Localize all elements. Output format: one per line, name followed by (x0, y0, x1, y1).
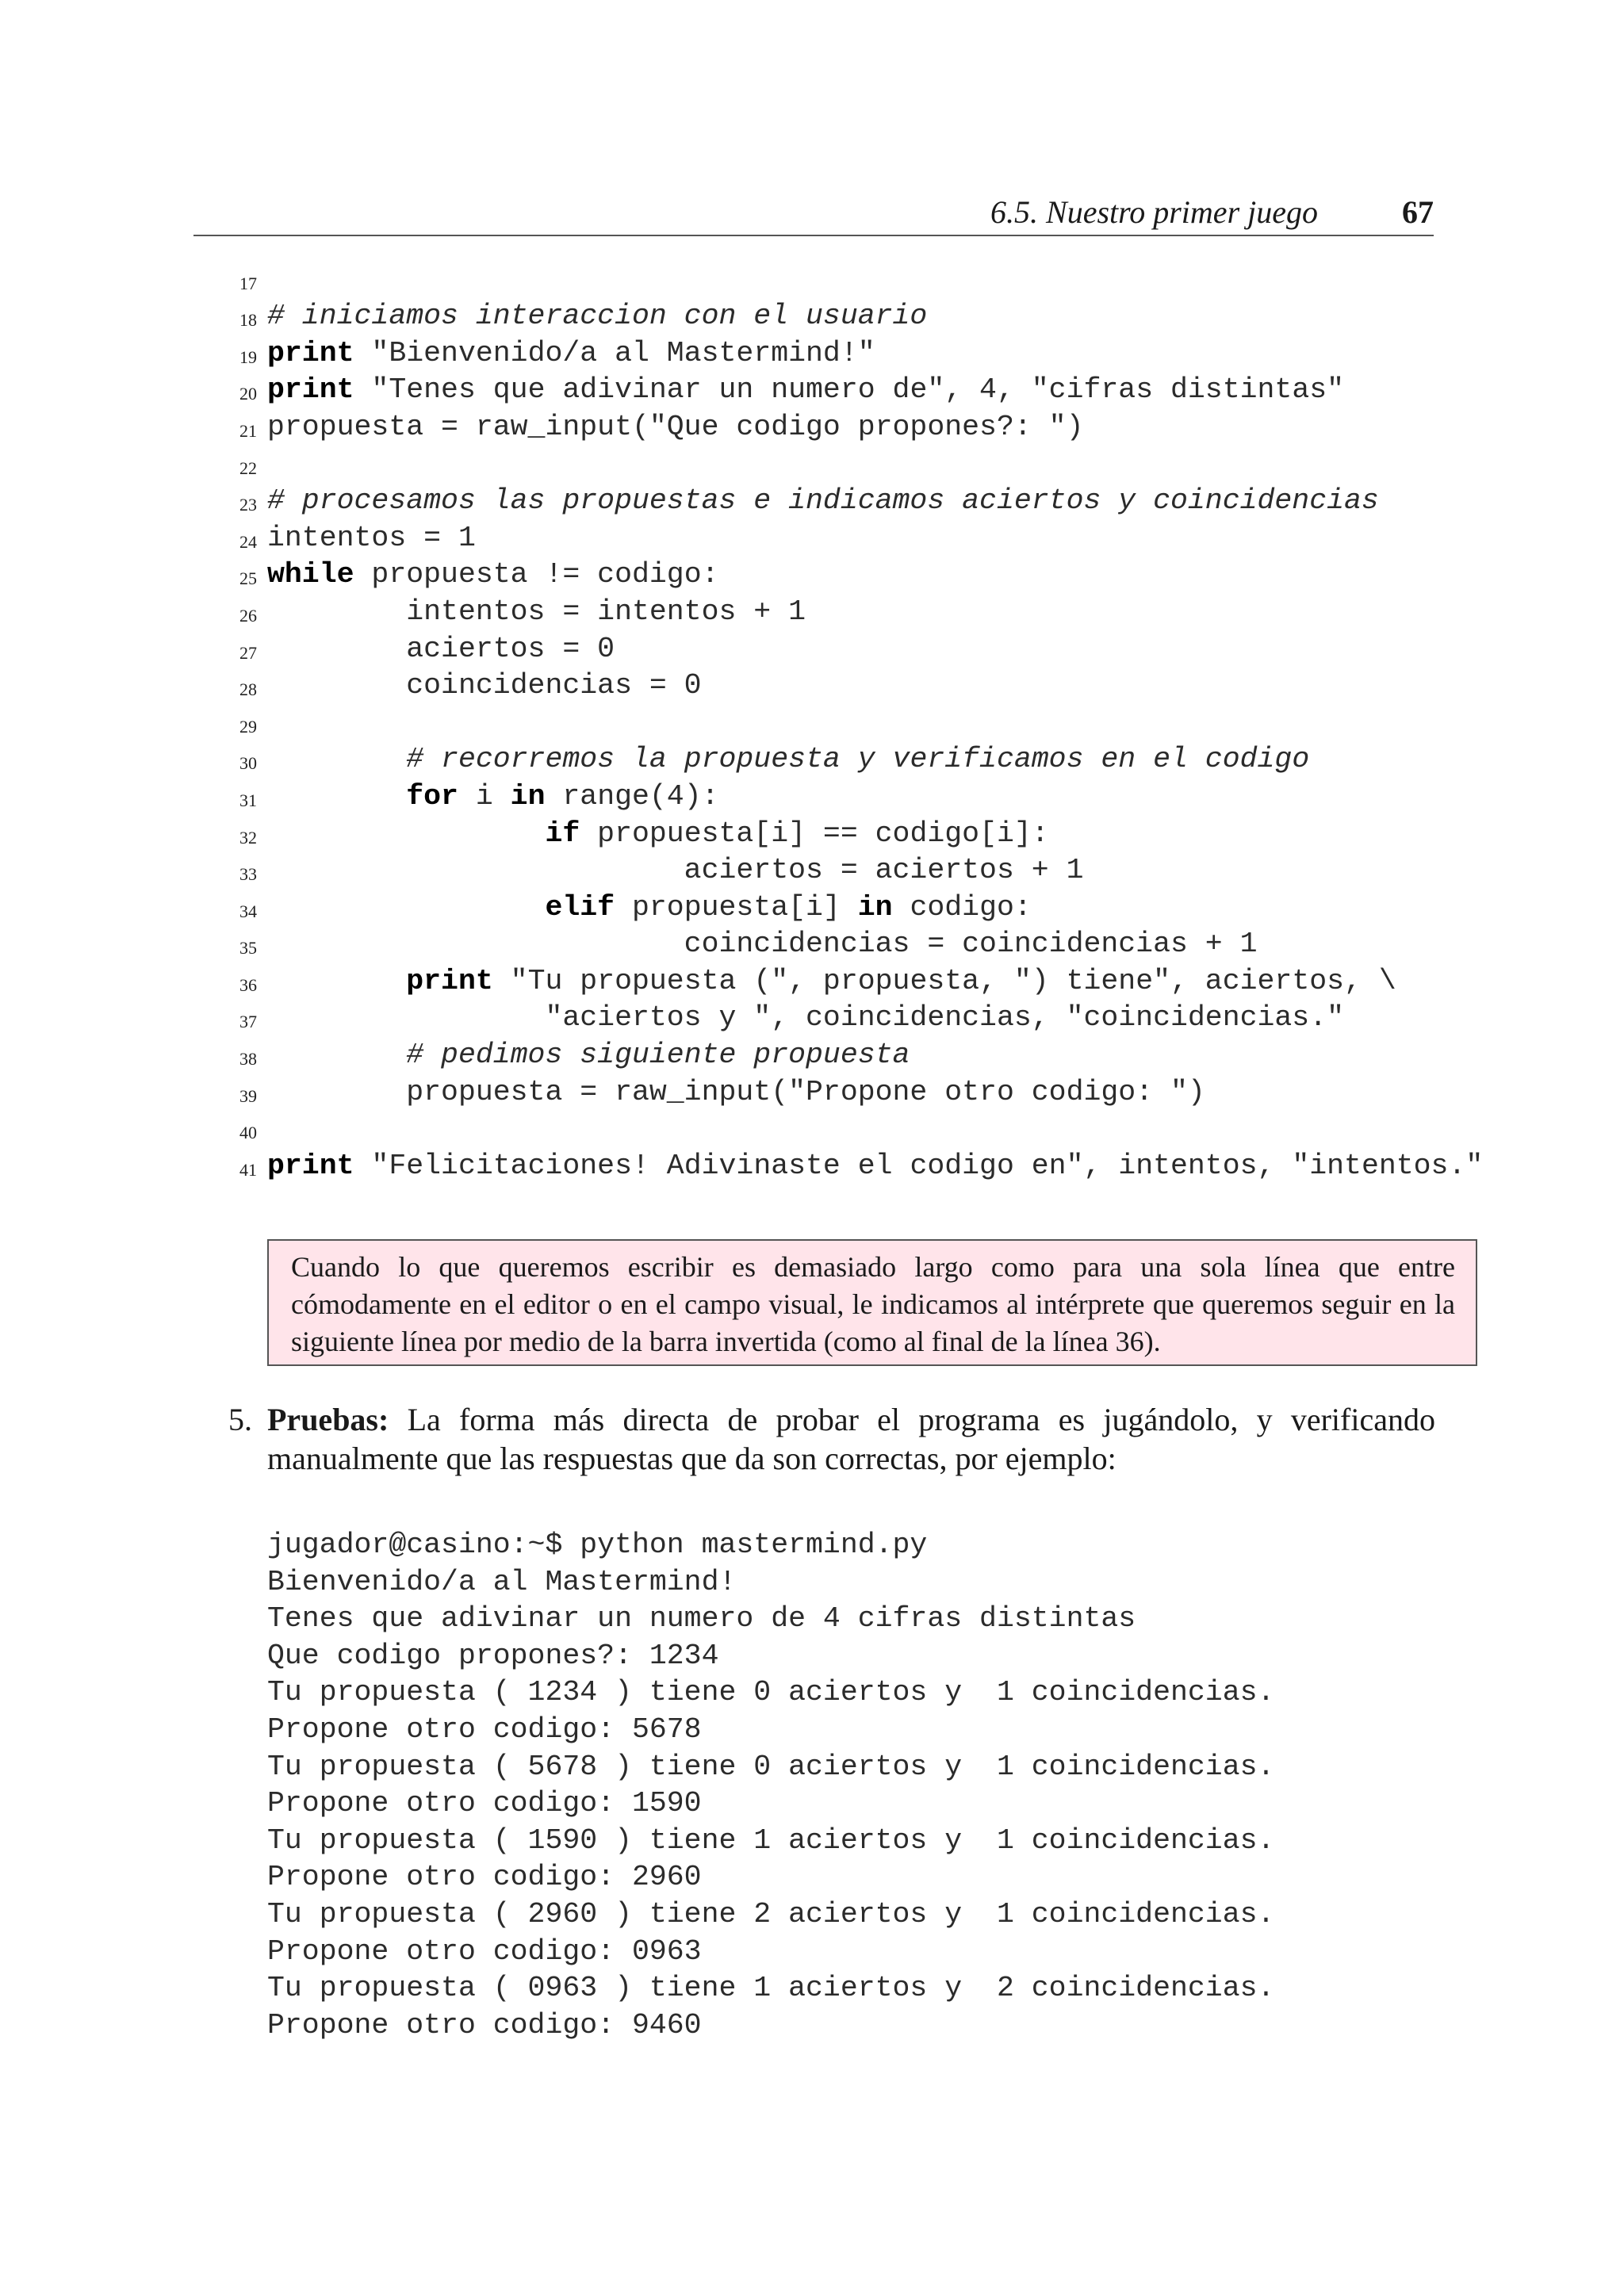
line-number: 32 (239, 827, 257, 848)
code-line (0, 1039, 1624, 1076)
terminal-line: Tu propuesta ( 5678 ) tiene 0 aciertos y 1 coincidencias. (267, 1750, 1275, 1783)
code-text (267, 1077, 1205, 1108)
code-segment: codigo: (892, 890, 1032, 924)
code-line (0, 300, 1624, 338)
code-line (0, 522, 1624, 559)
code-segment: "Tu propuesta (", propuesta, ") tiene", aciertos, \ (492, 964, 1396, 997)
line-number: 33 (239, 864, 257, 885)
code-segment: intentos = intentos + 1 (267, 595, 806, 628)
terminal-line: Tu propuesta ( 0963 ) tiene 1 aciertos y 2 coincidencias. (267, 1972, 1275, 2005)
code-line (0, 1113, 1624, 1150)
code-keyword: if (545, 817, 580, 850)
code-keyword: print (267, 373, 354, 407)
code-text (267, 892, 1032, 924)
line-number: 23 (239, 495, 257, 515)
code-line (0, 263, 1624, 300)
code-line (0, 411, 1624, 448)
code-line (0, 744, 1624, 781)
line-number: 21 (239, 420, 257, 441)
code-segment: range(4): (545, 779, 719, 813)
code-segment (267, 780, 406, 813)
code-segment (267, 743, 406, 775)
code-text (267, 559, 719, 591)
terminal-line: Bienvenido/a al Mastermind! (267, 1565, 737, 1598)
line-number: 40 (239, 1123, 257, 1143)
code-line (0, 817, 1624, 855)
code-line (0, 485, 1624, 522)
code-segment: propuesta[i] (615, 890, 858, 924)
code-keyword: in (857, 890, 893, 924)
line-number: 19 (239, 346, 257, 367)
line-number: 31 (239, 790, 257, 810)
line-number: 26 (239, 605, 257, 626)
code-line (0, 595, 1624, 633)
code-segment: propuesta[i] == codigo[i]: (580, 817, 1049, 850)
list-item-label: Pruebas: (267, 1402, 389, 1437)
line-number: 29 (239, 716, 257, 737)
code-text (267, 966, 1396, 997)
list-item-number: 5. (228, 1402, 252, 1437)
code-segment (267, 891, 545, 924)
code-segment: coincidencias = coincidencias + 1 (267, 928, 1258, 961)
code-line (0, 374, 1624, 411)
terminal-line: Propone otro codigo: 9460 (267, 2008, 702, 2042)
line-number: 39 (239, 1085, 257, 1106)
line-number: 37 (239, 1012, 257, 1032)
code-comment: # procesamos las propuestas e indicamos aciertos y coincidencias (267, 484, 1379, 518)
code-keyword: in (510, 779, 546, 813)
code-line (0, 965, 1624, 1002)
page-number: 67 (1402, 194, 1434, 230)
line-number: 34 (239, 901, 257, 921)
line-number: 22 (239, 457, 257, 478)
code-text (267, 818, 1049, 850)
note-text: Cuando lo que queremos escribir es demasiado largo como para una sola línea que entre cómodamente en el editor o en el campo visual, le indicamos al intérprete que queremos seguir en la siguiente línea por medio de la barra invertida (como al final de la línea 36). (291, 1251, 1455, 1357)
code-segment: "aciertos y ", coincidencias, "coincidencias." (267, 1001, 1345, 1035)
code-keyword: for (406, 779, 458, 813)
line-number: 25 (239, 568, 257, 589)
code-segment: propuesta = raw_input("Propone otro codigo: ") (267, 1075, 1205, 1108)
code-segment (267, 1039, 406, 1071)
code-text (267, 744, 1309, 775)
line-number: 41 (239, 1159, 257, 1180)
code-text (267, 596, 806, 628)
terminal-line: Propone otro codigo: 5678 (267, 1712, 702, 1746)
code-line (0, 706, 1624, 744)
code-line (0, 928, 1624, 966)
code-keyword: print (267, 1149, 354, 1182)
code-keyword: while (267, 558, 354, 591)
code-keyword: print (406, 964, 493, 997)
code-line (0, 337, 1624, 374)
code-text (267, 633, 615, 665)
code-text (267, 300, 927, 332)
code-comment: # recorremos la propuesta y verificamos en el codigo (406, 743, 1310, 776)
code-line (0, 670, 1624, 707)
code-line (0, 448, 1624, 485)
terminal-line: Tu propuesta ( 2960 ) tiene 2 aciertos y 1 coincidencias. (267, 1897, 1275, 1931)
code-text (267, 411, 1083, 443)
line-number: 28 (239, 679, 257, 700)
terminal-line: jugador@casino:~$ python mastermind.py (267, 1529, 928, 1561)
code-segment: propuesta = raw_input("Que codigo propones?: ") (267, 410, 1084, 443)
code-segment: aciertos = aciertos + 1 (267, 854, 1084, 887)
code-text (267, 338, 875, 369)
code-segment (267, 965, 406, 997)
code-text (267, 485, 1379, 517)
code-line (0, 1076, 1624, 1113)
code-text (267, 855, 1083, 886)
line-number: 27 (239, 642, 257, 663)
terminal-line: Que codigo propones?: 1234 (267, 1639, 719, 1672)
code-line (0, 855, 1624, 892)
code-text (267, 928, 1258, 960)
code-text (267, 1039, 910, 1071)
code-comment: # pedimos siguiente propuesta (406, 1039, 910, 1072)
line-number: 30 (239, 753, 257, 774)
list-item-text: La forma más directa de probar el programa es jugándolo, y verificando manualmente que las respuestas que da son correctas, por ejemplo: (267, 1402, 1435, 1476)
code-listing (0, 263, 1624, 1187)
code-segment: propuesta != codigo: (354, 558, 719, 591)
code-keyword: elif (545, 890, 615, 924)
code-line (0, 891, 1624, 928)
terminal-output (267, 1527, 1274, 2044)
terminal-line: Propone otro codigo: 0963 (267, 1934, 702, 1968)
code-segment: "Bienvenido/a al Mastermind!" (354, 336, 875, 369)
code-line (0, 1002, 1624, 1039)
line-number: 38 (239, 1049, 257, 1070)
code-segment: "Felicitaciones! Adivinaste el codigo en", intentos, "intentos." (354, 1149, 1484, 1182)
line-number: 20 (239, 384, 257, 404)
code-keyword: print (267, 336, 354, 369)
code-line (0, 780, 1624, 817)
line-number: 17 (239, 273, 257, 293)
code-segment: i (458, 779, 511, 813)
terminal-line: Propone otro codigo: 2960 (267, 1861, 702, 1894)
code-segment (267, 817, 545, 850)
code-text (267, 522, 476, 554)
code-line (0, 559, 1624, 596)
code-line (0, 633, 1624, 670)
terminal-line: Tu propuesta ( 1234 ) tiene 0 aciertos y 1 coincidencias. (267, 1676, 1275, 1709)
code-line (0, 1150, 1624, 1187)
code-segment: aciertos = 0 (267, 632, 615, 665)
line-number: 24 (239, 531, 257, 552)
code-text (267, 1002, 1344, 1034)
line-number: 35 (239, 938, 257, 959)
note-box (267, 1239, 1477, 1366)
header-section-title: 6.5. Nuestro primer juego (990, 194, 1318, 230)
code-segment: intentos = 1 (267, 521, 476, 554)
code-comment: # iniciamos interaccion con el usuario (267, 300, 928, 333)
terminal-line: Tu propuesta ( 1590 ) tiene 1 aciertos y 1 coincidencias. (267, 1823, 1275, 1857)
code-text (267, 374, 1344, 406)
list-item-body (267, 1400, 1435, 1478)
code-segment: coincidencias = 0 (267, 669, 702, 702)
line-number: 36 (239, 974, 257, 995)
code-text (267, 670, 702, 702)
line-number: 18 (239, 310, 257, 331)
code-segment: "Tenes que adivinar un numero de", 4, "cifras distintas" (354, 373, 1345, 407)
page-header (193, 190, 1434, 236)
code-text (267, 781, 719, 813)
terminal-line: Tenes que adivinar un numero de 4 cifras distintas (267, 1602, 1136, 1636)
code-text (267, 1150, 1483, 1182)
terminal-line: Propone otro codigo: 1590 (267, 1787, 702, 1820)
